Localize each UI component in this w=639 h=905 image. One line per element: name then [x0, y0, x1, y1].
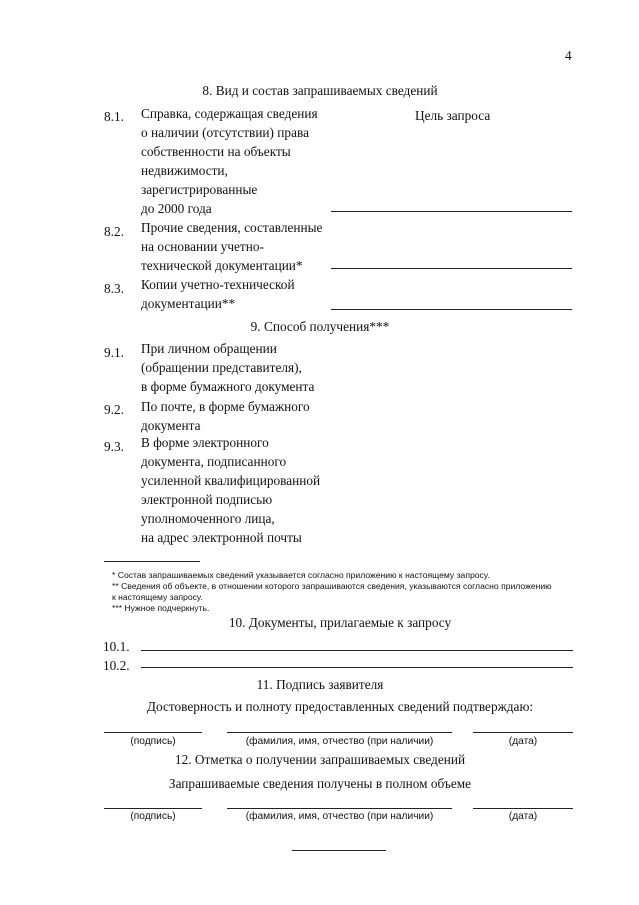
section-8-title: 8. Вид и состав запрашиваемых сведений	[202, 83, 438, 98]
footnote-1: * Состав запрашиваемых сведений указывается согласно приложению к настоящему запросу.	[112, 570, 490, 580]
signature-line-12[interactable]	[104, 808, 202, 809]
item-9-1-number: 9.1.	[104, 345, 124, 360]
section-10-title: 10. Документы, прилагаемые к запросу	[228, 615, 452, 630]
purpose-line-8-1[interactable]	[331, 211, 572, 212]
signature-caption-12: (подпись)	[130, 811, 176, 822]
fullname-caption-12: (фамилия, имя, отчество (при наличии)	[245, 811, 434, 822]
section-11-title: 11. Подпись заявителя	[256, 677, 384, 692]
fullname-line-12[interactable]	[227, 808, 452, 809]
section-9-title: 9. Способ получения***	[250, 319, 390, 334]
page-number: 4	[565, 48, 572, 63]
item-8-2-number: 8.2.	[104, 224, 124, 239]
document-line-10-2[interactable]	[141, 667, 573, 668]
item-9-3-number: 9.3.	[104, 439, 124, 454]
item-9-3-text: В форме электронного документа, подписанного усиленной квалифицированной электронной подписью уполномоченного лица, на адрес электронной почты	[141, 435, 321, 545]
section-11-statement: Достоверность и полноту предоставленных сведений подтверждаю:	[146, 699, 534, 714]
closing-separator	[292, 850, 386, 851]
item-8-1-number: 8.1.	[104, 109, 124, 124]
purpose-line-8-3[interactable]	[331, 309, 572, 310]
item-9-2-number: 9.2.	[104, 402, 124, 417]
date-caption-12: (дата)	[508, 811, 538, 822]
item-9-1-text: При личном обращении (обращении представителя), в форме бумажного документа	[141, 341, 315, 394]
date-caption-11: (дата)	[508, 736, 538, 747]
footnotes	[112, 570, 582, 614]
fullname-line-11[interactable]	[227, 732, 452, 733]
footnote-2: ** Сведения об объекте, в отношении которого запрашиваются сведения, указываются согласно приложению	[112, 581, 552, 591]
section-12-statement: Запрашиваемые сведения получены в полном объеме	[168, 776, 472, 791]
footnote-3: *** Нужное подчеркнуть.	[112, 603, 210, 613]
fullname-caption-11: (фамилия, имя, отчество (при наличии)	[245, 736, 434, 747]
footnote-2-cont: к настоящему запросу.	[112, 592, 203, 602]
signature-caption-11: (подпись)	[130, 736, 176, 747]
item-10-1-number: 10.1.	[103, 639, 130, 654]
purpose-label: Цель запроса	[415, 108, 491, 123]
item-8-2-text: Прочие сведения, составленные на основании учетно- технической документации*	[141, 220, 323, 273]
item-10-2-number: 10.2.	[103, 658, 130, 673]
section-12-title: 12. Отметка о получении запрашиваемых сведений	[174, 752, 466, 767]
signature-line-11[interactable]	[104, 732, 202, 733]
footnote-separator	[104, 561, 200, 562]
date-line-11[interactable]	[473, 732, 573, 733]
date-line-12[interactable]	[473, 808, 573, 809]
document-line-10-1[interactable]	[141, 650, 573, 651]
purpose-line-8-2[interactable]	[331, 268, 572, 269]
item-9-2-text: По почте, в форме бумажного документа	[141, 399, 310, 433]
item-8-3-text: Копии учетно-технической документации**	[141, 277, 295, 311]
item-8-1-text: Справка, содержащая сведения о наличии (отсутствии) права собственности на объекты недвижимости, зарегистрированные до 2000 года	[141, 106, 318, 216]
item-8-3-number: 8.3.	[104, 281, 124, 296]
